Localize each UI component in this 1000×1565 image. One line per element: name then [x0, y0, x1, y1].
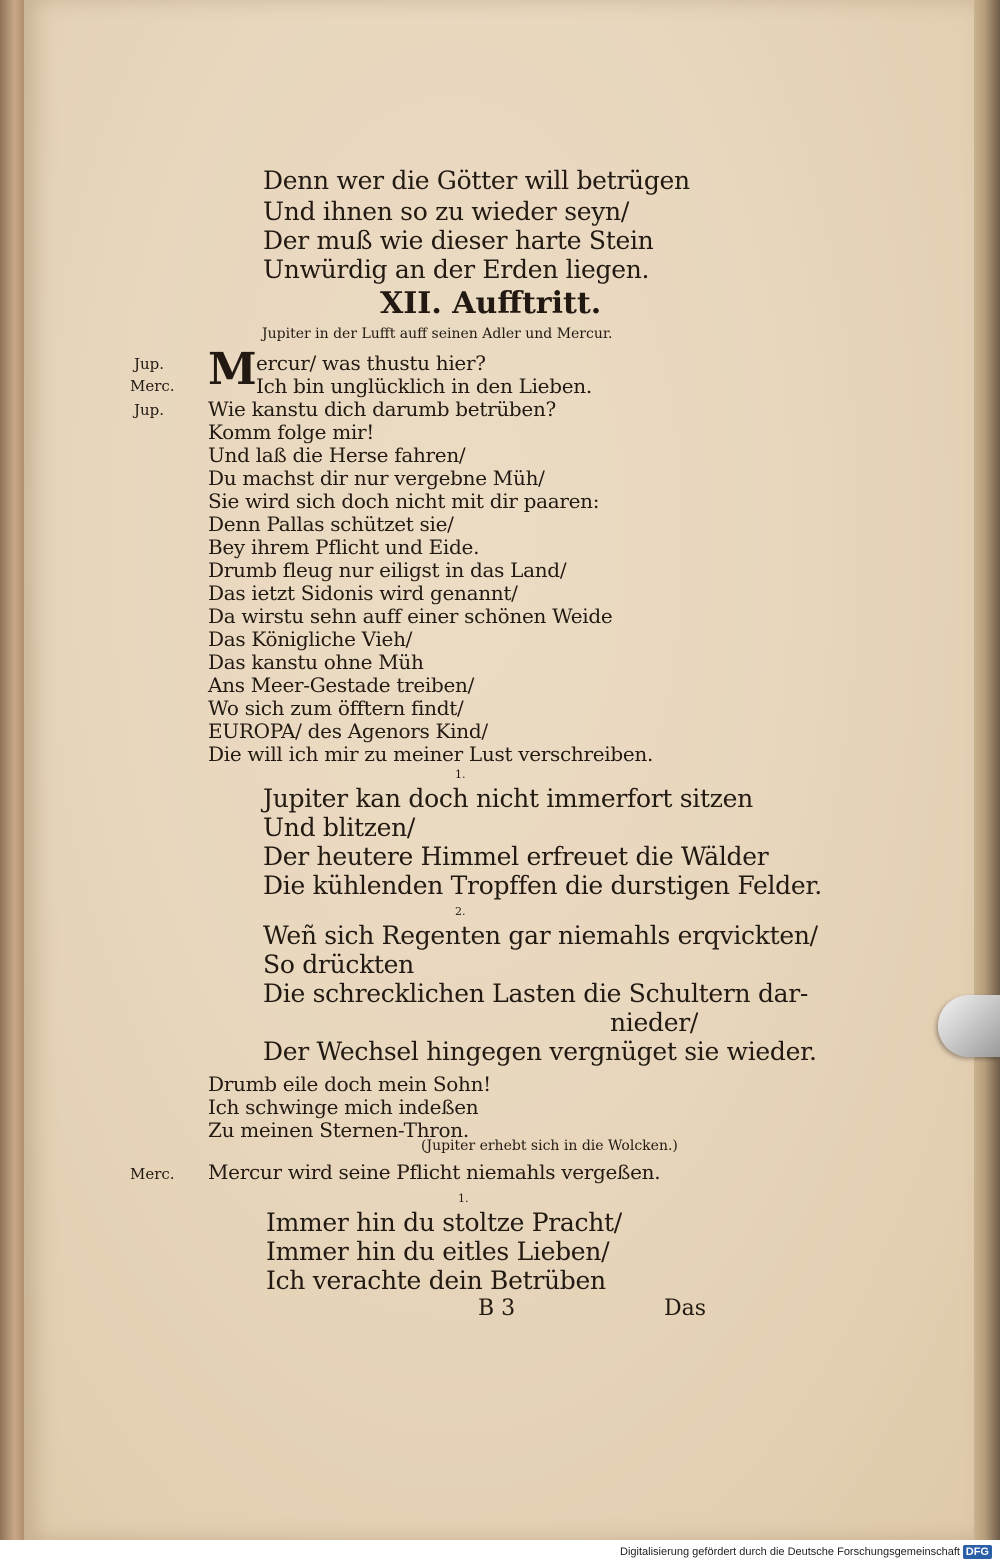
signature-mark: B 3 — [478, 1296, 516, 1321]
catchword: Das — [664, 1296, 707, 1321]
dialogue-line: Und laß die Herse fahren/ — [208, 443, 466, 467]
aria-line: Immer hin du stoltze Pracht/ — [266, 1208, 622, 1237]
aria-line: Immer hin du eitles Lieben/ — [266, 1237, 610, 1266]
aria-line: Die schrecklichen Lasten die Schultern dar- — [263, 979, 809, 1008]
dialogue-line: ercur/ was thustu hier? — [256, 351, 486, 375]
speaker-label: Jup. — [134, 355, 165, 373]
dialogue-line: Drumb eile doch mein Sohn! — [208, 1072, 491, 1096]
stanza-line: Der muß wie dieser harte Stein — [263, 226, 654, 255]
stanza-line: Unwürdig an der Erden liegen. — [263, 255, 650, 284]
aria-line: Der Wechsel hingegen vergnüget sie wieder. — [263, 1037, 817, 1066]
verse-number: 1. — [455, 768, 466, 781]
stage-direction: Jupiter in der Lufft auff seinen Adler und Mercur. — [262, 326, 613, 342]
aria-line: Der heutere Himmel erfreuet die Wälder — [263, 842, 769, 871]
page-clip — [938, 995, 1000, 1057]
speaker-label: Merc. — [130, 377, 175, 395]
dialogue-line: Denn Pallas schützet sie/ — [208, 512, 454, 536]
dialogue-line: Ans Meer-Gestade treiben/ — [208, 673, 475, 697]
drop-cap: M — [208, 344, 257, 395]
dialogue-line: EUROPA/ des Agenors Kind/ — [208, 719, 488, 743]
dialogue-line: Das ietzt Sidonis wird genannt/ — [208, 581, 518, 605]
dialogue-line: Mercur wird seine Pflicht niemahls vergeßen. — [208, 1160, 661, 1184]
dialogue-line: Bey ihrem Pflicht und Eide. — [208, 535, 480, 559]
aria-line: Die kühlenden Tropffen die durstigen Felder. — [263, 871, 822, 900]
aria-line: nieder/ — [610, 1008, 698, 1037]
dialogue-line: Das Königliche Vieh/ — [208, 627, 413, 651]
speaker-label: Merc. — [130, 1165, 175, 1183]
dialogue-line: Du machst dir nur vergebne Müh/ — [208, 466, 545, 490]
verse-number: 2. — [455, 905, 466, 918]
dialogue-line: Da wirstu sehn auff einer schönen Weide — [208, 604, 613, 628]
dialogue-line: Das kanstu ohne Müh — [208, 650, 424, 674]
speaker-label: Jup. — [134, 401, 165, 419]
aria-line: So drückten — [263, 950, 414, 979]
aria-line: Ich verachte dein Betrüben — [266, 1266, 606, 1295]
stanza-line: Denn wer die Götter will betrügen — [263, 166, 690, 195]
aria-line: Jupiter kan doch nicht immerfort sitzen — [263, 784, 753, 813]
verse-number: 1. — [458, 1192, 469, 1205]
dialogue-line: Wo sich zum öfftern findt/ — [208, 696, 464, 720]
dialogue-line: Ich bin unglücklich in den Lieben. — [256, 374, 592, 398]
dialogue-line: Zu meinen Sternen-Thron. — [208, 1118, 469, 1142]
dialogue-line: Sie wird sich doch nicht mit dir paaren: — [208, 489, 600, 513]
dialogue-line: Die will ich mir zu meiner Lust verschreiben. — [208, 742, 654, 766]
aria-line: Weñ sich Regenten gar niemahls erqvickten/ — [263, 921, 818, 950]
dialogue-line: Drumb fleug nur eiligst in das Land/ — [208, 558, 567, 582]
footer-credit: Digitalisierung gefördert durch die Deutsche Forschungsgemeinschaft — [620, 1546, 960, 1558]
dfg-logo: DFG — [963, 1545, 992, 1559]
dialogue-line: Ich schwinge mich indeßen — [208, 1095, 479, 1119]
dialogue-line: Wie kanstu dich darumb betrüben? — [208, 397, 556, 421]
stanza-line: Und ihnen so zu wieder seyn/ — [263, 197, 629, 226]
dialogue-line: Komm folge mir! — [208, 420, 375, 444]
scene-title: XII. Aufftritt. — [380, 286, 602, 321]
stage-direction: (Jupiter erhebt sich in die Wolcken.) — [421, 1138, 678, 1154]
aria-line: Und blitzen/ — [263, 813, 416, 842]
page-fore-edge — [974, 0, 1000, 1540]
previous-page-edge — [0, 0, 24, 1545]
